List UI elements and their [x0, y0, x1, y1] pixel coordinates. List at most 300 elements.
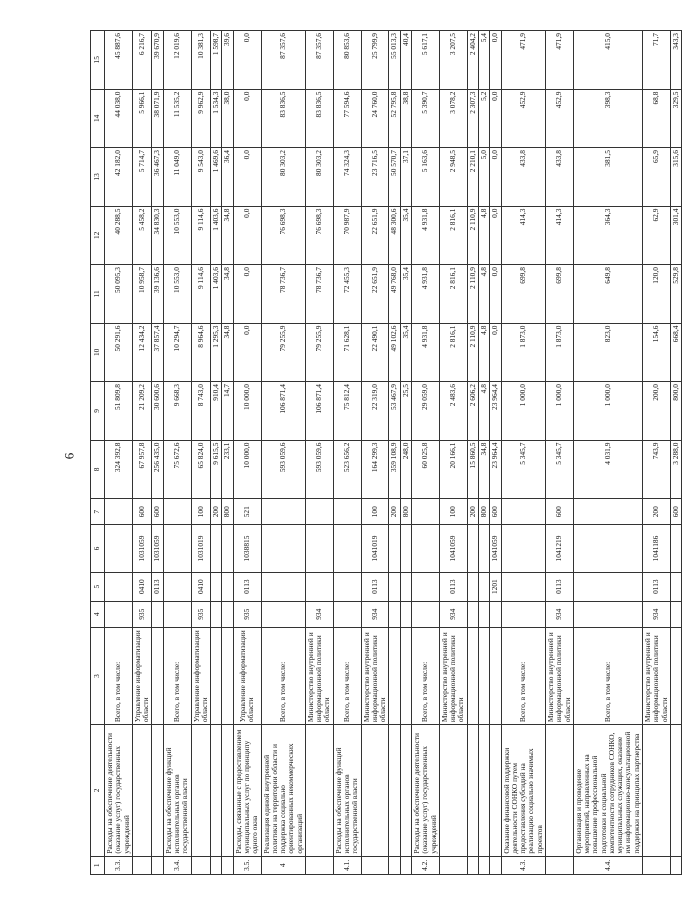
table-cell: 4.1.: [333, 856, 361, 874]
table-cell: [670, 572, 681, 601]
table-cell: 75 812,4: [333, 382, 361, 441]
table-cell: 935: [132, 601, 152, 627]
table-cell: [333, 525, 361, 572]
table-cell: 3 078,2: [439, 89, 467, 148]
table-cell: 2 210,1: [467, 148, 478, 207]
table-cell: 200: [211, 499, 222, 525]
table-cell: 452,9: [501, 89, 545, 148]
table-cell: [222, 525, 233, 572]
column-header: 15: [91, 31, 105, 90]
table-cell: [478, 856, 489, 874]
column-header: 13: [91, 148, 105, 207]
table-cell: [163, 525, 191, 572]
table-cell: 39 670,9: [152, 31, 163, 90]
table-cell: 2 483,6: [439, 382, 467, 441]
table-cell: [222, 601, 233, 627]
table-cell: 35,4: [400, 206, 411, 265]
table-cell: 248,0: [400, 440, 411, 499]
table-cell: 50 291,6: [105, 323, 133, 382]
table-cell: 50 570,7: [389, 148, 400, 207]
table-cell: 42 182,0: [105, 148, 133, 207]
table-cell: 38,0: [222, 89, 233, 148]
column-header: 5: [91, 572, 105, 601]
table-cell: [501, 601, 545, 627]
table-cell: [400, 572, 411, 601]
table-cell: 593 059,6: [261, 440, 305, 499]
table-cell: [105, 525, 133, 572]
table-cell: [389, 601, 400, 627]
table-cell: 301,4: [670, 206, 681, 265]
table-cell: 1031019: [191, 525, 211, 572]
table-cell: Всего, в том числе:: [333, 627, 361, 724]
table-cell: 0,0: [490, 323, 501, 382]
table-cell: Расходы на обеспечение деятельности (оказание услуг) государственных учреждений: [412, 725, 440, 856]
table-cell: Всего, в том числе:: [261, 627, 305, 724]
table-cell: 34 830,3: [152, 206, 163, 265]
table-cell: 934: [439, 601, 467, 627]
table-cell: 2 110,9: [467, 206, 478, 265]
table-cell: [400, 856, 411, 874]
table-cell: [478, 627, 489, 724]
table-cell: 5,2: [478, 89, 489, 148]
table-cell: [412, 525, 440, 572]
table-cell: 935: [233, 601, 261, 627]
table-cell: 324 392,8: [105, 440, 133, 499]
table-cell: 24 760,0: [361, 89, 389, 148]
table-cell: 23 964,4: [490, 382, 501, 441]
table-cell: 10 381,3: [191, 31, 211, 90]
table-cell: 1 000,0: [573, 382, 642, 441]
table-cell: Организация и проведение мероприятий, направленных на повышение профессиональной подготовки и социальной компетентности сотрудников СОНКО, муниципальных служащих, оказание им информационно-консультационной поддержки на принципах партнерства: [573, 725, 642, 856]
table-cell: 4,8: [478, 206, 489, 265]
table-cell: 70 987,9: [333, 206, 361, 265]
table-cell: 106 871,4: [305, 382, 333, 441]
table-cell: 1031059: [152, 525, 163, 572]
table-cell: [643, 856, 671, 874]
table-cell: [361, 725, 389, 856]
table-cell: 415,0: [573, 31, 642, 90]
table-cell: 0113: [152, 572, 163, 601]
column-header: 7: [91, 499, 105, 525]
table-cell: 22 490,1: [361, 323, 389, 382]
table-cell: 45 887,6: [105, 31, 133, 90]
table-cell: 1041219: [545, 525, 573, 572]
table-cell: [478, 601, 489, 627]
table-row: [412, 31, 440, 875]
table-cell: 5 617,1: [412, 31, 440, 90]
table-row: [439, 31, 467, 875]
table-cell: 256 435,0: [152, 440, 163, 499]
table-cell: Министерство внутренней и информационной политики области: [439, 627, 467, 724]
table-cell: 1201: [490, 572, 501, 601]
table-cell: 529,8: [670, 265, 681, 324]
table-cell: 0113: [545, 572, 573, 601]
table-cell: 11 535,2: [163, 89, 191, 148]
table-cell: 74 324,3: [333, 148, 361, 207]
table-cell: 14,7: [222, 382, 233, 441]
table-cell: [573, 601, 642, 627]
table-cell: [132, 856, 152, 874]
table-cell: 1 598,7: [211, 31, 222, 90]
table-cell: 0,0: [233, 89, 261, 148]
table-cell: 200: [467, 499, 478, 525]
column-header: 4: [91, 601, 105, 627]
table-cell: 3.3.: [105, 856, 133, 874]
table-cell: 52 795,8: [389, 89, 400, 148]
table-cell: Управление информатизации области: [191, 627, 211, 724]
table-cell: 10 294,7: [163, 323, 191, 382]
table-row: [545, 31, 573, 875]
table-cell: [573, 572, 642, 601]
table-cell: [152, 601, 163, 627]
table-cell: [105, 601, 133, 627]
table-cell: 20 166,1: [439, 440, 467, 499]
table-cell: 4: [261, 856, 305, 874]
column-header: 6: [91, 525, 105, 572]
table-cell: 3 288,0: [670, 440, 681, 499]
table-cell: 0113: [361, 572, 389, 601]
table-cell: [389, 856, 400, 874]
table-cell: 100: [439, 499, 467, 525]
table-cell: [389, 725, 400, 856]
table-cell: 1 534,3: [211, 89, 222, 148]
table-cell: 75 672,6: [163, 440, 191, 499]
table-cell: [211, 525, 222, 572]
table-cell: 433,8: [501, 148, 545, 207]
table-cell: 823,0: [573, 323, 642, 382]
table-cell: [400, 627, 411, 724]
table-cell: [132, 725, 152, 856]
table-cell: 0113: [233, 572, 261, 601]
table-cell: 76 698,3: [261, 206, 305, 265]
table-cell: 23 716,5: [361, 148, 389, 207]
table-cell: 35,4: [400, 323, 411, 382]
table-cell: 0,0: [490, 148, 501, 207]
table-cell: 600: [670, 499, 681, 525]
table-cell: 0,0: [233, 31, 261, 90]
table-cell: 9 114,6: [191, 265, 211, 324]
table-cell: [670, 856, 681, 874]
table-cell: 49 102,6: [389, 323, 400, 382]
table-cell: 77 594,6: [333, 89, 361, 148]
table-cell: [467, 525, 478, 572]
table-cell: 935: [191, 601, 211, 627]
table-cell: 414,3: [501, 206, 545, 265]
table-cell: [361, 856, 389, 874]
table-row: [211, 31, 222, 875]
table-cell: 15 860,5: [467, 440, 478, 499]
table-cell: 9 114,6: [191, 206, 211, 265]
table-cell: 40,4: [400, 31, 411, 90]
table-cell: 4.3.: [501, 856, 545, 874]
table-cell: 40 288,5: [105, 206, 133, 265]
table-cell: [211, 856, 222, 874]
table-cell: Всего, в том числе:: [412, 627, 440, 724]
table-cell: [400, 601, 411, 627]
table-cell: 8 964,6: [191, 323, 211, 382]
table-cell: 0,0: [233, 265, 261, 324]
table-row: [152, 31, 163, 875]
budget-table: [90, 30, 682, 875]
table-cell: [490, 856, 501, 874]
table-cell: 2 404,2: [467, 31, 478, 90]
table-cell: [478, 572, 489, 601]
table-cell: 0,0: [233, 148, 261, 207]
budget-table-sheet: [90, 30, 680, 875]
table-cell: [670, 725, 681, 856]
table-cell: [389, 572, 400, 601]
table-cell: 0,0: [490, 31, 501, 90]
table-cell: 0,0: [490, 89, 501, 148]
table-cell: 10 553,0: [163, 206, 191, 265]
table-cell: 5,0: [478, 148, 489, 207]
table-cell: 1041059: [490, 525, 501, 572]
table-cell: 1041186: [643, 525, 671, 572]
table-cell: 154,6: [643, 323, 671, 382]
table-cell: 0,0: [233, 323, 261, 382]
table-cell: 22 319,0: [361, 382, 389, 441]
table-cell: [400, 525, 411, 572]
table-cell: 10 553,0: [163, 265, 191, 324]
table-cell: [400, 725, 411, 856]
table-cell: 50 095,3: [105, 265, 133, 324]
table-cell: 51 809,8: [105, 382, 133, 441]
table-cell: 699,8: [501, 265, 545, 324]
table-cell: 53 467,9: [389, 382, 400, 441]
table-cell: Расходы, связанные с предоставлением муниципальных услуг по принципу одного окна: [233, 725, 261, 856]
table-cell: 2 948,5: [439, 148, 467, 207]
table-cell: [305, 572, 333, 601]
table-cell: 38,8: [400, 89, 411, 148]
table-cell: 67 957,8: [132, 440, 152, 499]
table-row: [105, 31, 133, 875]
table-row: [490, 31, 501, 875]
table-cell: 200: [643, 499, 671, 525]
table-cell: 600: [545, 499, 573, 525]
table-row: [305, 31, 333, 875]
table-cell: 79 255,9: [261, 323, 305, 382]
column-header: 14: [91, 89, 105, 148]
table-cell: 0,0: [233, 206, 261, 265]
table-cell: [412, 572, 440, 601]
table-cell: [670, 525, 681, 572]
table-cell: 200,0: [643, 382, 671, 441]
table-cell: [222, 856, 233, 874]
table-cell: [478, 525, 489, 572]
table-cell: 471,9: [501, 31, 545, 90]
table-cell: [439, 856, 467, 874]
rotated-table-container: [90, 30, 680, 875]
table-cell: 5 345,7: [501, 440, 545, 499]
table-cell: 34,8: [222, 265, 233, 324]
table-cell: 65 824,0: [191, 440, 211, 499]
table-cell: [467, 572, 478, 601]
table-cell: [467, 725, 478, 856]
table-row: [361, 31, 389, 875]
table-cell: 100: [361, 499, 389, 525]
column-header: 2: [91, 725, 105, 856]
table-cell: Министерство внутренней и информационной политики области: [305, 627, 333, 724]
table-cell: 34,8: [222, 323, 233, 382]
table-cell: 934: [361, 601, 389, 627]
table-cell: [467, 601, 478, 627]
table-cell: Министерство внутренней и информационной политики области: [643, 627, 671, 724]
table-cell: 68,8: [643, 89, 671, 148]
table-cell: [670, 627, 681, 724]
table-body: [105, 31, 682, 875]
table-cell: 5 345,7: [545, 440, 573, 499]
table-cell: 1041059: [439, 525, 467, 572]
table-cell: 9 668,3: [163, 382, 191, 441]
table-cell: [305, 525, 333, 572]
table-cell: 83 836,5: [261, 89, 305, 148]
table-cell: Всего, в том числе:: [573, 627, 642, 724]
table-cell: 471,9: [545, 31, 573, 90]
table-cell: 593 059,6: [305, 440, 333, 499]
table-cell: 65,9: [643, 148, 671, 207]
table-cell: 25 799,9: [361, 31, 389, 90]
table-cell: 71 628,1: [333, 323, 361, 382]
table-cell: [261, 499, 305, 525]
table-cell: 5 458,2: [132, 206, 152, 265]
table-cell: 21 209,2: [132, 382, 152, 441]
table-cell: 359 108,9: [389, 440, 400, 499]
table-cell: 0410: [132, 572, 152, 601]
table-cell: Министерство внутренней и информационной политики области: [545, 627, 573, 724]
table-cell: 233,1: [222, 440, 233, 499]
table-cell: [501, 499, 545, 525]
table-cell: 12 019,6: [163, 31, 191, 90]
table-cell: Всего, в том числе:: [163, 627, 191, 724]
table-cell: 25,5: [400, 382, 411, 441]
table-cell: 2 816,1: [439, 206, 467, 265]
table-cell: 60 025,8: [412, 440, 440, 499]
table-cell: 0113: [643, 572, 671, 601]
table-cell: 55 013,3: [389, 31, 400, 90]
table-cell: [152, 725, 163, 856]
table-cell: 5 390,7: [412, 89, 440, 148]
table-cell: 38 071,9: [152, 89, 163, 148]
table-cell: 78 736,7: [305, 265, 333, 324]
table-cell: 30 600,6: [152, 382, 163, 441]
table-row: [467, 31, 478, 875]
table-cell: 523 656,2: [333, 440, 361, 499]
table-cell: 3.5.: [233, 856, 261, 874]
table-cell: 800: [400, 499, 411, 525]
table-cell: [333, 499, 361, 525]
table-row: [191, 31, 211, 875]
table-cell: Расходы на обеспечение деятельности (оказание услуг) государственных учреждений: [105, 725, 133, 856]
table-cell: 452,9: [545, 89, 573, 148]
table-cell: Управление информатизации области: [233, 627, 261, 724]
table-cell: [222, 725, 233, 856]
table-cell: 5,4: [478, 31, 489, 90]
table-cell: 600: [490, 499, 501, 525]
table-cell: 1031059: [132, 525, 152, 572]
table-cell: 1 403,6: [211, 206, 222, 265]
table-cell: 910,4: [211, 382, 222, 441]
table-row: [132, 31, 152, 875]
table-cell: 934: [305, 601, 333, 627]
table-cell: 800: [478, 499, 489, 525]
table-cell: 29 059,0: [412, 382, 440, 441]
table-cell: [333, 572, 361, 601]
table-cell: 5 966,1: [132, 89, 152, 148]
table-cell: 87 357,6: [305, 31, 333, 90]
table-cell: Расходы на обеспечение функций исполнительных органов государственной власти: [163, 725, 191, 856]
table-cell: 0113: [439, 572, 467, 601]
page-number: 6: [61, 452, 77, 460]
table-cell: 62,9: [643, 206, 671, 265]
table-cell: 106 871,4: [261, 382, 305, 441]
column-header: 3: [91, 627, 105, 724]
table-cell: Управление информатизации области: [132, 627, 152, 724]
table-cell: 315,6: [670, 148, 681, 207]
table-cell: [490, 627, 501, 724]
table-cell: [545, 725, 573, 856]
table-cell: 11 049,0: [163, 148, 191, 207]
table-cell: [261, 525, 305, 572]
table-cell: 2 110,9: [467, 323, 478, 382]
table-cell: 79 255,9: [305, 323, 333, 382]
column-header: 11: [91, 265, 105, 324]
table-cell: 120,0: [643, 265, 671, 324]
table-cell: 4,8: [478, 323, 489, 382]
table-cell: 4,8: [478, 382, 489, 441]
table-cell: [222, 627, 233, 724]
table-cell: 1 403,6: [211, 265, 222, 324]
column-header: 9: [91, 382, 105, 441]
table-cell: 9 543,0: [191, 148, 211, 207]
table-cell: 6 216,7: [132, 31, 152, 90]
table-cell: 12 434,2: [132, 323, 152, 382]
table-cell: 521: [233, 499, 261, 525]
table-cell: [211, 601, 222, 627]
table-cell: 1 295,3: [211, 323, 222, 382]
table-cell: 48 300,6: [389, 206, 400, 265]
column-header: 1: [91, 856, 105, 874]
table-cell: 1 469,6: [211, 148, 222, 207]
table-cell: 1 000,0: [501, 382, 545, 441]
table-row: [643, 31, 671, 875]
table-cell: 4.2.: [412, 856, 440, 874]
table-cell: 22 651,9: [361, 265, 389, 324]
table-cell: [105, 572, 133, 601]
table-cell: [191, 725, 211, 856]
table-cell: [211, 627, 222, 724]
table-cell: 1041019: [361, 525, 389, 572]
table-cell: 2 110,9: [467, 265, 478, 324]
table-cell: 2 606,2: [467, 382, 478, 441]
table-cell: [490, 601, 501, 627]
table-cell: 4 031,9: [573, 440, 642, 499]
table-cell: 87 357,6: [261, 31, 305, 90]
table-cell: 8 743,0: [191, 382, 211, 441]
table-cell: 600: [132, 499, 152, 525]
table-cell: 200: [389, 499, 400, 525]
column-header: 10: [91, 323, 105, 382]
table-row: [670, 31, 681, 875]
table-row: [400, 31, 411, 875]
table-cell: 22 651,9: [361, 206, 389, 265]
table-cell: Оказание финансовой поддержки деятельности СОНКО путем предоставления субсидий на реализацию социально значимых проектов: [501, 725, 545, 856]
table-cell: [261, 572, 305, 601]
table-cell: 36 467,3: [152, 148, 163, 207]
table-cell: [305, 725, 333, 856]
table-cell: [490, 725, 501, 856]
table-cell: 0410: [191, 572, 211, 601]
table-cell: Министерство внутренней и информационной политики области: [361, 627, 389, 724]
